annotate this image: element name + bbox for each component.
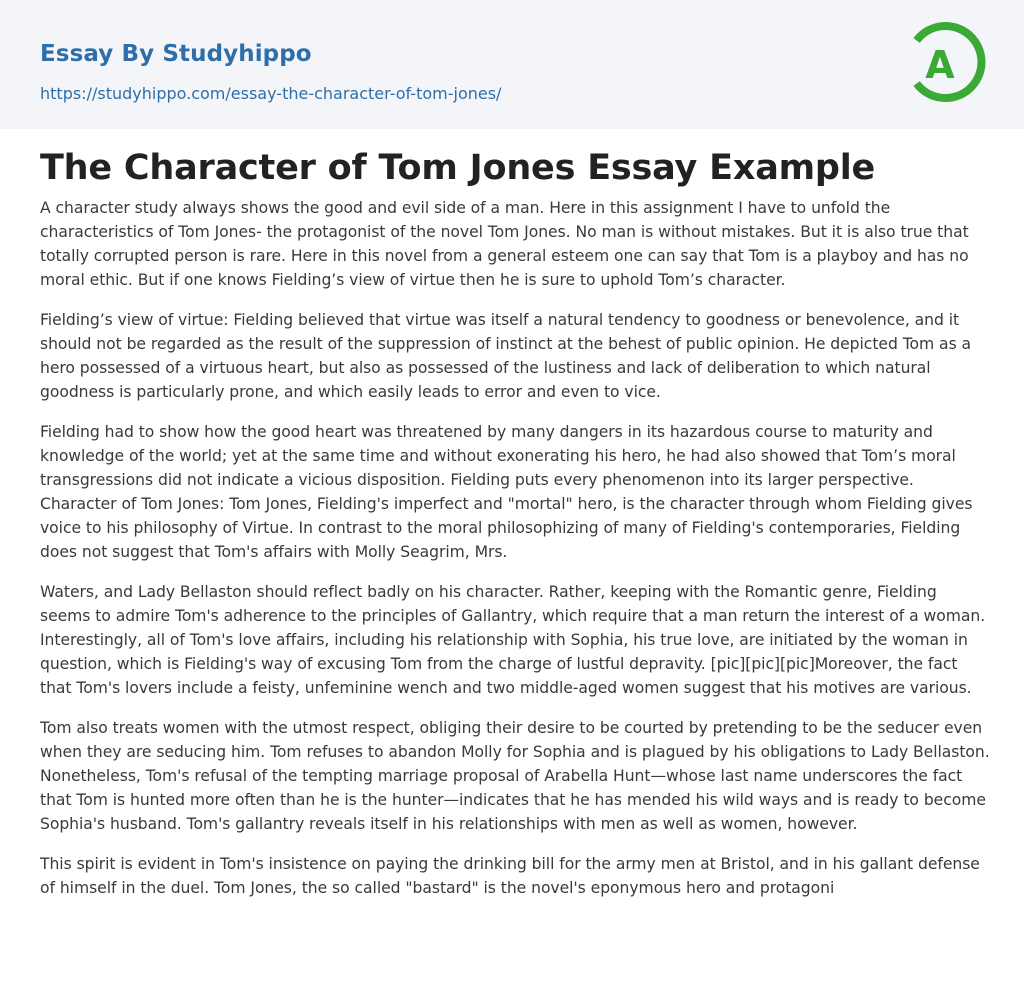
essay-paragraph-3: Fielding had to show how the good heart was threatened by many dangers in its hazardous course to maturity and knowledge of the world; yet at the same time and without exonerating his hero, he had also showed that Tom’s moral transgressions did not indicate a vicious disposition. Fielding puts every phenomenon into its larger perspective. Character of Tom Jones: Tom Jones, Fielding's imperfect and "mortal" hero, is the character through whom Fielding gives voice to his philosophy of Virtue. In contrast to the moral philosophizing of many of Fielding's contemporaries, Fielding does not suggest that Tom's affairs with Molly Seagrim, Mrs. bbox=[40, 423, 973, 561]
site-brand[interactable]: Essay By Studyhippo bbox=[40, 41, 312, 67]
article bbox=[40, 146, 990, 916]
essay-paragraph-6: This spirit is evident in Tom's insistence on paying the drinking bill for the army men at Bristol, and in his gallant defense of himself in the duel. Tom Jones, the so called "bastard" is the novel's eponymous hero and protagoni bbox=[40, 855, 980, 897]
logo-letter: A bbox=[925, 43, 955, 87]
essay-paragraph-4: Waters, and Lady Bellaston should reflect badly on his character. Rather, keeping with the Romantic genre, Fielding seems to admire Tom's adherence to the principles of Gallantry, which require that a man return the interest of a woman. Interestingly, all of Tom's love affairs, including his relationship with Sophia, his true love, are initiated by the woman in question, which is Fielding's way of excusing Tom from the charge of lustful depravity. [pic][pic][pic]Moreover, the fact that Tom's lovers include a feisty, unfeminine wench and two middle-aged women suggest that his motives are various. bbox=[40, 583, 986, 697]
essay-paragraph-5: Tom also treats women with the utmost respect, obliging their desire to be courted by pretending to be the seducer even when they are seducing him. Tom refuses to abandon Molly for Sophia and is plagued by his obligations to Lady Bellaston. Nonetheless, Tom's refusal of the tempting marriage proposal of Arabella Hunt—whose last name underscores the fact that Tom is hunted more often than he is the hunter—indicates that he has mended his wild ways and is ready to become Sophia's husband. Tom's gallantry reveals itself in his relationships with men as well as women, however. bbox=[40, 719, 990, 833]
essay-paragraph-1: A character study always shows the good and evil side of a man. Here in this assignment I have to unfold the characteristics of Tom Jones- the protagonist of the novel Tom Jones. No man is without mistakes. But it is also true that totally corrupted person is rare. Here in this novel from a general esteem one can say that Tom is a playboy and has no moral ethic. But if one knows Fielding’s view of virtue then he is sure to uphold Tom’s character. bbox=[40, 199, 969, 289]
studyhippo-logo-icon[interactable] bbox=[910, 18, 988, 106]
site-header bbox=[0, 0, 1024, 129]
page-title: The Character of Tom Jones Essay Example bbox=[40, 148, 876, 188]
essay-url-link[interactable]: https://studyhippo.com/essay-the-character-of-tom-jones/ bbox=[40, 84, 502, 103]
essay-paragraph-2: Fielding’s view of virtue: Fielding believed that virtue was itself a natural tendency to goodness or benevolence, and it should not be regarded as the result of the suppression of instinct at the behest of public opinion. He depicted Tom as a hero possessed of a virtuous heart, but also as possessed of the lustiness and lack of deliberation to which natural goodness is particularly prone, and which easily leads to error and even to vice. bbox=[40, 311, 972, 401]
